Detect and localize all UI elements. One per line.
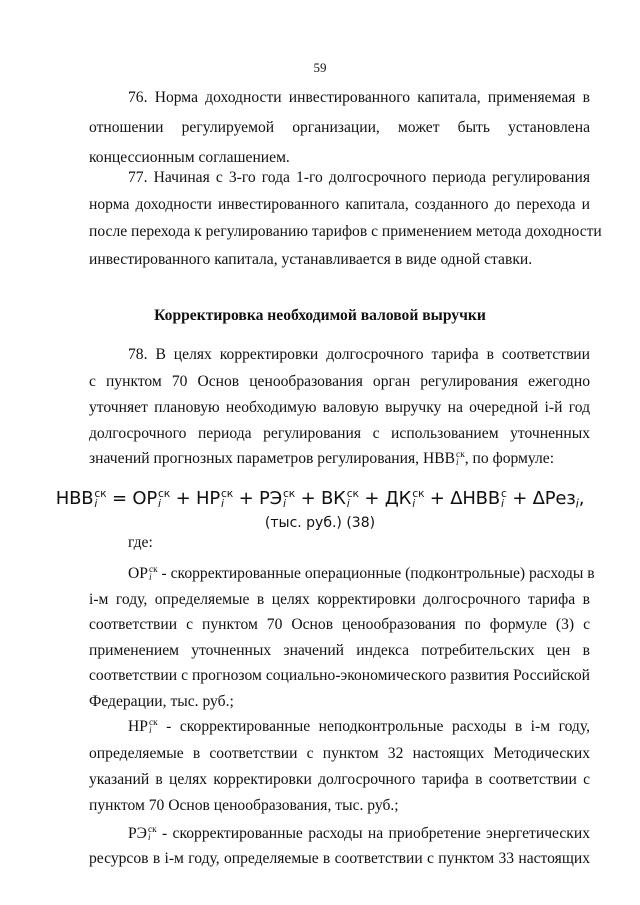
- p77-line-1: [128, 168, 590, 188]
- p77-line-4: инвестированного капитала, устанавливается в виде одной ставки.: [89, 251, 533, 268]
- def-nr-line-1: НР ск i - скорректированные неподконтрольные расходы в i-м году,: [128, 718, 590, 737]
- formula-lhs: НВВ: [55, 488, 94, 509]
- page-number: 59: [313, 60, 327, 75]
- formula-term-dnvv: ΔНВВ: [450, 488, 500, 509]
- p77-number: 77.: [128, 169, 148, 186]
- p76-text-1: Норма доходности инвестированного капитала, применяемая в: [154, 89, 590, 106]
- def-re-line-1: РЭ ск i - скорректированные расходы на приобретение энергетических: [128, 825, 590, 844]
- formula-term-vk: ВК: [321, 488, 346, 509]
- p78-line-1: [128, 345, 590, 365]
- p76-line-2: отношении регулируемой организации, может быть установлена: [89, 119, 590, 136]
- p78-line-4: долгосрочного периода регулирования с использованием уточненных: [89, 425, 590, 442]
- formula-term-re: РЭ: [259, 488, 283, 509]
- p77-text-1: Начиная с 3-го года 1-го долгосрочного периода регулирования: [153, 169, 590, 186]
- def-or-line-2: i-м году, определяемые в целях корректировки долгосрочного тарифа в: [89, 591, 590, 608]
- p78-text-1: В целях корректировки долгосрочного тарифа в соответствии: [155, 346, 591, 363]
- p78-line-2: с пунктом 70 Основ ценообразования орган регулирования ежегодно: [89, 373, 590, 390]
- p78-line-5: значений прогнозных параметров регулирования, НВВ ск i , по формуле:: [89, 450, 555, 469]
- p76-number: 76.: [128, 89, 148, 106]
- p76-line-3: концессионным соглашением.: [89, 149, 290, 166]
- def-nr-line-3: указаний в целях корректировки долгосрочного тарифа в соответствии с: [89, 771, 590, 788]
- p77-line-3: после перехода к регулированию тарифов с применением метода доходности: [89, 223, 602, 240]
- formula-term-or: ОР: [132, 488, 157, 509]
- def-or-line-5: соответствии с прогнозом социально-экономического развития Российской: [89, 667, 590, 684]
- section-heading: Корректировка необходимой валовой выручки: [154, 307, 486, 324]
- def-or-line-3: соответствии с пунктом 70 Основ ценообразования по формуле (3) с: [89, 616, 590, 633]
- def-nr-line-2: определяемые в соответствии с пунктом 32 настоящих Методических: [89, 745, 590, 762]
- def-nr-symbol: НР: [128, 718, 148, 735]
- def-or-line-4: применением уточненных значений индекса потребительских цен в: [89, 642, 590, 659]
- p78-text-5: значений прогнозных параметров регулирования, НВВ: [89, 450, 456, 467]
- def-re-line-2: ресурсов в i-м году, определяемые в соответствии с пунктом 33 настоящих: [89, 850, 590, 867]
- formula-units: (тыс. руб.) (38): [264, 515, 376, 531]
- formula-term-dk: ДК: [384, 488, 412, 509]
- def-or-line-6: Федерации, тыс. руб.;: [89, 693, 234, 710]
- formula-term-nr: НР: [196, 488, 220, 509]
- p77-line-2: норма доходности инвестированного капитала, созданного до перехода и: [89, 196, 590, 213]
- p76-line-1: [128, 88, 590, 108]
- p78-number: 78.: [128, 346, 148, 363]
- where-label: где:: [128, 534, 153, 551]
- def-re-symbol: РЭ: [128, 825, 147, 842]
- formula-term-drez: ΔРез: [532, 488, 576, 509]
- p78-line-3: уточняет плановую необходимую валовую выручку на очередной i-й год: [89, 399, 590, 416]
- def-or-line-1: ОР ск i - скорректированные операционные (подконтрольные) расходы в: [128, 565, 595, 584]
- formula-38: НВВ ск i = ОР ск i + НР ск i + РЭ ск i + ВК ск i + ДК ск i + ΔНВВ с i + ΔРезi,: [55, 487, 585, 511]
- def-nr-line-4: пунктом 70 Основ ценообразования, тыс. руб.;: [89, 797, 399, 814]
- def-or-symbol: ОР: [128, 565, 148, 582]
